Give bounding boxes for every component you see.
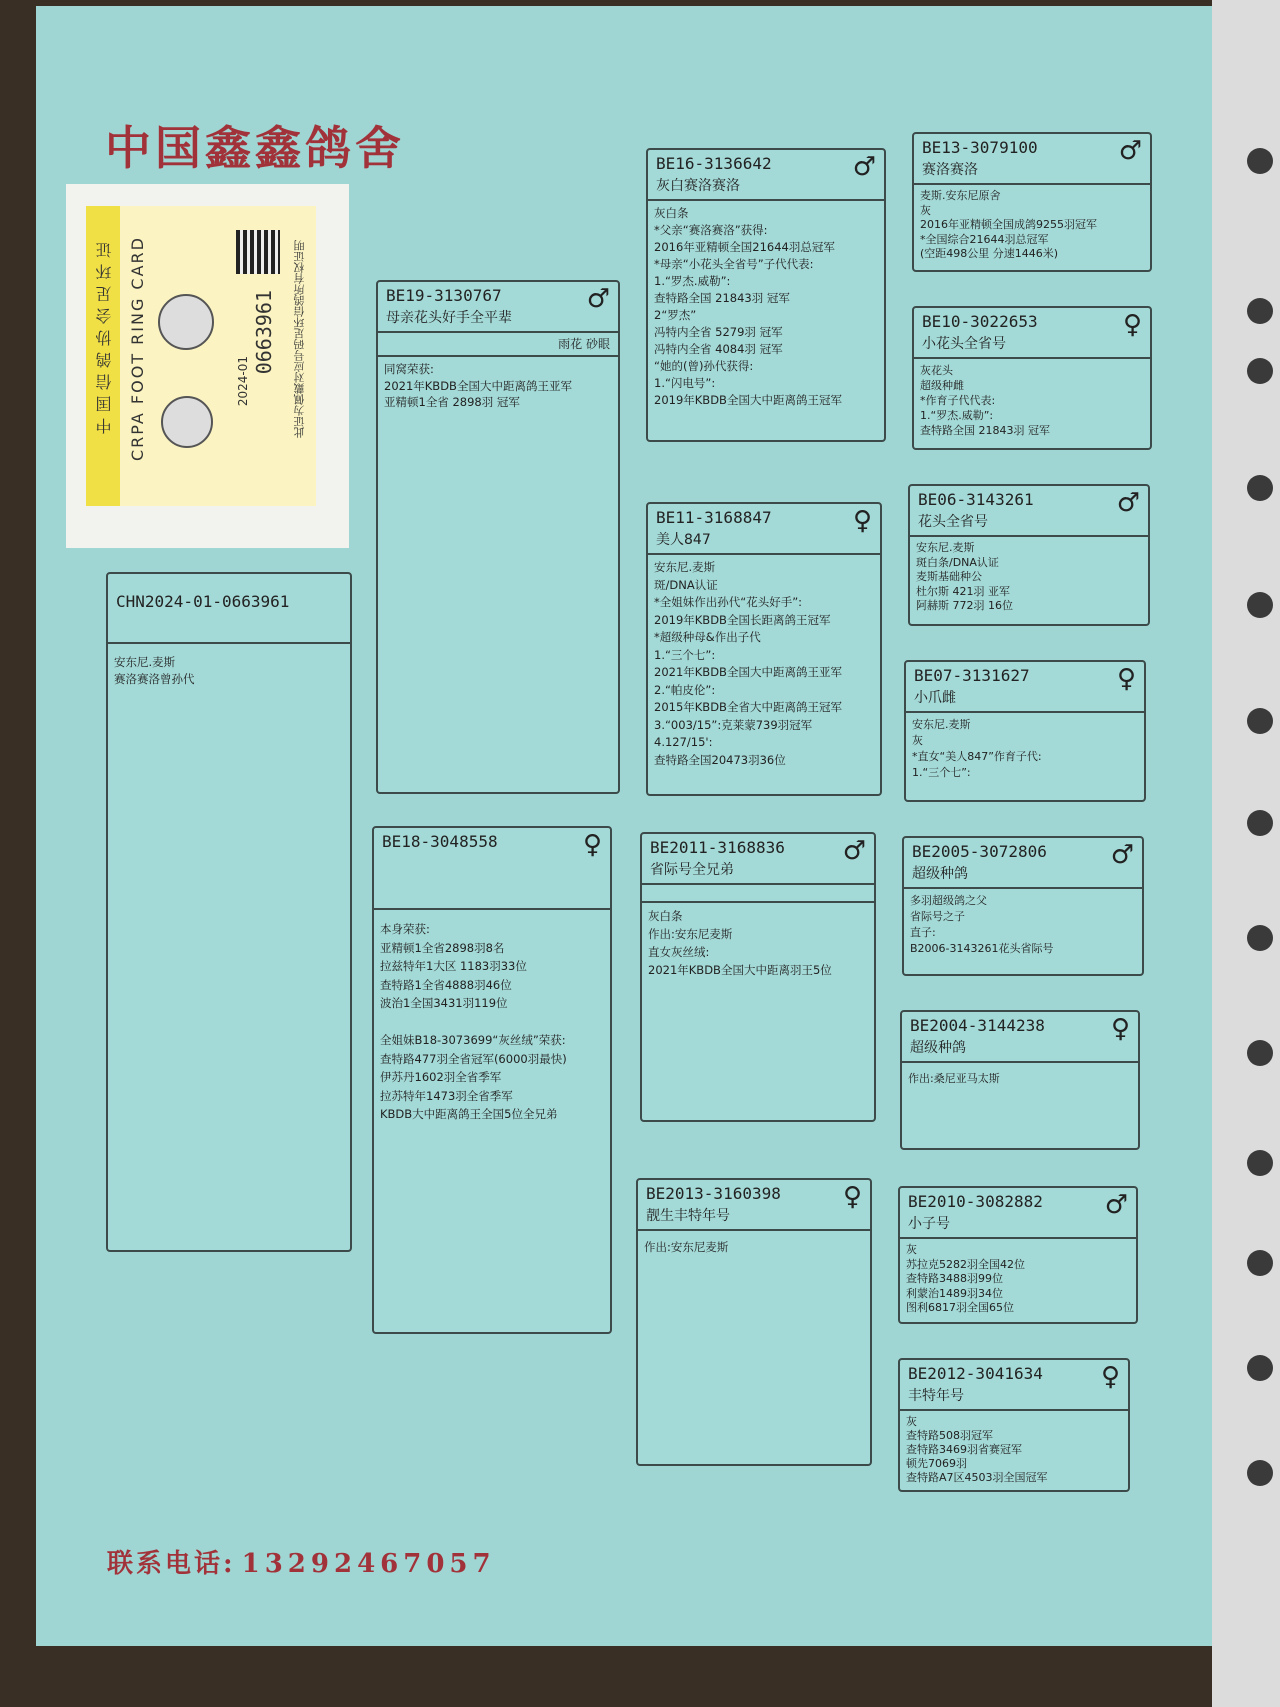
info-line: 查特路全国20473羽36位 [654,752,786,767]
card-header [904,838,1142,889]
info-line: “她的(曾)孙代获得: [654,359,754,373]
binder-hole [1247,298,1273,324]
ring-card-note: 此证为佩戴对应号码足环信鸽所有权证明 [293,240,306,438]
great-grandparent-card [904,660,1146,802]
card-body [900,1239,1136,1320]
ring-card-en: CRPA FOOT RING CARD [128,236,147,462]
binder-hole [1247,708,1273,734]
ring-id: BE16-3136642 [656,154,772,173]
ring-id: BE2010-3082882 [908,1192,1043,1211]
card-body [914,359,1150,442]
info-line: *超级种母&作出子代 [654,630,761,644]
info-line: 2021年KBDB全国大中距离鸽王亚军 [384,378,572,393]
binder-hole [1247,1355,1273,1381]
binder-hole [1247,148,1273,174]
ring-id: BE2011-3168836 [650,838,785,857]
card-header [108,574,350,644]
dam-card [372,826,612,1334]
card-divider [642,885,874,903]
ring-id: BE18-3048558 [382,832,498,851]
bird-name: 小花头全省号 [922,336,1006,352]
info-line: 斑白条/DNA认证 [916,555,999,569]
info-line: 灰 [920,203,931,217]
info-line: 2.“帕皮伦”: [654,682,716,697]
info-line: 作出:安东尼麦斯 [648,927,733,941]
card-header [900,1188,1136,1239]
card-body [648,201,884,413]
contact-phone [107,1543,496,1580]
male-sex-icon: ♂ [1110,840,1134,870]
info-line: 1.“三个七”: [912,766,971,779]
card-header [914,134,1150,185]
ring-id: BE07-3131627 [914,666,1030,685]
sire-card [376,280,620,794]
info-line: *全国综合21644羽总冠军 [920,232,1049,246]
info-line: *母亲“小花头全省号”子代代表: [654,257,814,271]
info-line: 赛洛赛洛曾孙代 [114,671,195,686]
card-header [374,828,610,910]
grandsire-paternal-card [646,148,886,442]
card-header [648,150,884,201]
bird-name: 小爪雌 [914,690,956,706]
info-line: *父亲“赛洛赛洛”获得: [654,223,768,237]
info-line: 1.“闪电号”: [654,376,716,390]
great-grandparent-card [912,132,1152,272]
info-line: 灰白条 [654,206,689,220]
binder-hole [1247,1150,1273,1176]
great-grandparent-card [908,484,1150,626]
info-line: 直子: [910,926,936,939]
crpa-logo-icon [158,294,214,350]
ring-id: BE11-3168847 [656,508,772,527]
card-body [906,713,1144,785]
ring-id: BE2012-3041634 [908,1364,1043,1383]
info-line: 查特路1全省4888羽46位 [380,977,512,992]
info-line: 全姐妹B18-3073699“灰丝绒”荣获: [380,1033,566,1047]
card-header [906,662,1144,713]
info-line: 波治1全国3431羽119位 [380,996,508,1010]
great-grandparent-card [898,1358,1130,1492]
info-line: 拉兹特年1大区 1183羽33位 [380,959,527,973]
granddam-maternal-card [636,1178,872,1466]
ring-id: BE2013-3160398 [646,1184,781,1203]
card-body [904,889,1142,961]
ring-id: BE19-3130767 [386,286,502,305]
info-line: 安东尼.麦斯 [912,718,971,731]
info-line: 灰花头 [920,364,953,377]
bird-name: 赛洛赛洛 [922,162,978,178]
info-line: 2019年KBDB全国长距离鸽王冠军 [654,612,831,627]
binder-hole [1247,592,1273,618]
info-line: 拉苏特年1473羽全省季军 [380,1088,513,1103]
info-line: 灰 [906,1243,917,1256]
info-line: 查特路A7区4503羽全国冠军 [906,1471,1048,1484]
ring-id: BE2004-3144238 [910,1016,1045,1035]
ring-id: BE2005-3072806 [912,842,1047,861]
info-line: 作出:安东尼麦斯 [644,1240,729,1254]
grandsire-maternal-card [640,832,876,1122]
qr-code-icon [236,230,280,274]
info-line: 麦斯.安东尼原舍 [920,189,1001,202]
info-line: 查特路508羽冠军 [906,1429,993,1442]
info-line: 查特路3488羽99位 [906,1272,1003,1285]
info-line: *全姐妹作出孙代“花头好手”: [654,595,803,609]
card-header [914,308,1150,359]
binder-sleeve [1212,0,1280,1707]
info-line: B2006-3143261花头省际号 [910,942,1054,955]
great-grandparent-card [898,1186,1138,1324]
info-line: 1.“罗杰.威勒”: [654,274,731,288]
info-line: 2021年KBDB全国大中距离鸽王亚军 [654,665,842,679]
info-line: 1.“三个七”: [654,647,716,662]
info-line: 利蒙治1489羽34位 [906,1286,1003,1300]
male-sex-icon: ♂ [852,152,876,182]
info-line: 查特路477羽全省冠军(6000羽最快) [380,1051,567,1066]
info-line: 灰白条 [648,909,683,923]
phone-number: 13292467057 [241,1549,496,1579]
info-line: 查特路3469羽省赛冠军 [906,1443,1022,1456]
binder-hole [1247,1250,1273,1276]
info-line: 苏拉克5282羽全国42位 [906,1257,1025,1271]
info-line: 顿先7069羽 [906,1457,967,1470]
card-body [642,903,874,983]
female-sex-icon: ♀ [1122,310,1142,340]
ring-id: CHN2024-01-0663961 [116,592,290,611]
info-line: 2015年KBDB全省大中距离鸽王冠军 [654,700,842,714]
info-line: 本身荣获: [380,922,430,936]
bird-name: 小子号 [908,1216,950,1232]
male-sex-icon: ♂ [1118,136,1142,166]
card-body [374,910,610,1128]
info-line: 查特路全国 21843羽 冠军 [654,291,790,305]
binder-hole [1247,475,1273,501]
phone-label: 联系电话: [107,1549,236,1579]
binder-hole [1247,810,1273,836]
female-sex-icon: ♀ [1100,1362,1120,1392]
bird-name: 超级种鸽 [912,866,968,882]
info-line: 安东尼.麦斯 [916,541,975,554]
card-body [648,555,880,773]
card-body [378,357,618,415]
female-sex-icon: ♀ [1110,1014,1130,1044]
card-body [914,185,1150,266]
card-header [378,282,618,333]
card-header [910,486,1148,537]
info-line: 查特路全国 21843羽 冠军 [920,424,1050,437]
card-body [902,1063,1138,1092]
female-sex-icon: ♀ [842,1182,862,1212]
card-body [910,537,1148,618]
info-line: KBDB大中距离鸽王全国5位全兄弟 [380,1107,558,1121]
info-line: *作育子代代表: [920,394,996,407]
ring-id: BE10-3022653 [922,312,1038,331]
card-body [108,644,350,691]
ring-id: BE13-3079100 [922,138,1038,157]
female-sex-icon: ♀ [852,506,872,536]
female-sex-icon: ♀ [582,830,602,860]
male-sex-icon: ♂ [586,284,610,314]
info-line [380,1013,604,1032]
ring-card-year: 2024-01 [236,356,250,407]
ring-card-number: 0663961 [252,290,276,375]
page-title: 中国鑫鑫鸽舍 [105,121,405,175]
info-line: 麦斯基础种公 [916,570,982,583]
info-line: (空距498公里 分速1446米) [920,247,1059,260]
info-line: 同窝荣获: [384,362,434,376]
info-line: 2019年KBDB全国大中距离鸽王冠军 [654,393,842,407]
info-line: 2016年亚精顿全国21644羽总冠军 [654,240,835,254]
info-line: 杜尔斯 421羽 亚军 [916,584,1010,598]
subject-card [106,572,352,1252]
info-line: *直女“美人847”作育子代: [912,750,1042,763]
info-line: 省际号之子 [910,910,965,923]
great-grandparent-card [900,1010,1140,1150]
card-header [900,1360,1128,1411]
info-line: 图利6817羽全国65位 [906,1301,1014,1314]
binder-hole [1247,358,1273,384]
bird-name: 灰白赛洛赛洛 [656,178,740,194]
info-line: 4.127/15': [654,735,713,749]
bird-name: 靓生丰特年号 [646,1208,730,1224]
info-line: 作出:桑尼亚马太斯 [908,1072,1000,1085]
info-line: 灰 [912,734,923,747]
info-line: 1.“罗杰.威勒”: [920,409,994,422]
card-body [638,1231,870,1260]
card-header [638,1180,870,1231]
card-header [642,834,874,885]
info-line: 超级种雌 [920,379,964,392]
ring-card-org: 中国信鸽协会足环证 [95,236,114,434]
binder-hole [1247,1040,1273,1066]
info-line: 斑/DNA认证 [654,577,718,592]
female-sex-icon: ♀ [1116,664,1136,694]
card-body [900,1411,1128,1489]
binder-hole [1247,925,1273,951]
bird-name: 母亲花头好手全平辈 [386,310,512,326]
info-line: 直女灰丝绒: [648,945,710,959]
bird-name: 花头全省号 [918,514,988,530]
ring-id: BE06-3143261 [918,490,1034,509]
info-line: 安东尼.麦斯 [654,560,716,574]
great-grandparent-card [912,306,1152,450]
male-sex-icon: ♂ [842,836,866,866]
info-line: 2“罗杰” [654,308,697,322]
color-eye-row: 雨花 砂眼 [378,333,618,357]
info-line: 伊苏丹1602羽全省季军 [380,1070,502,1084]
granddam-paternal-card [646,502,882,796]
pigeon-emblem-icon [161,396,213,448]
info-line: 2021年KBDB全国大中距离羽王5位 [648,963,832,977]
bird-name: 丰特年号 [908,1388,964,1404]
card-header [902,1012,1138,1063]
info-line: 多羽超级鸽之父 [910,894,987,907]
info-line: 灰 [906,1415,917,1428]
info-line: 亚精顿1全省 2898羽 冠军 [384,395,520,409]
male-sex-icon: ♂ [1104,1190,1128,1220]
binder-hole [1247,1460,1273,1486]
info-line: 亚精顿1全省2898羽8名 [380,940,505,955]
great-grandparent-card [902,836,1144,976]
foot-ring-card [66,184,349,548]
info-line: 2016年亚精顿全国成鸽9255羽冠军 [920,218,1097,231]
bird-name: 美人847 [656,532,711,548]
card-header [648,504,880,555]
bird-name: 超级种鸽 [910,1040,966,1056]
ring-card-face [86,206,316,506]
bird-name: 省际号全兄弟 [650,862,734,878]
info-line: 冯特内全省 4084羽 冠军 [654,342,783,356]
info-line: 安东尼.麦斯 [114,655,176,669]
info-line: 阿赫斯 772羽 16位 [916,599,1013,612]
info-line: 冯特内全省 5279羽 冠军 [654,325,783,339]
info-line: 3.“003/15”:克莱蒙739羽冠军 [654,717,813,732]
male-sex-icon: ♂ [1116,488,1140,518]
